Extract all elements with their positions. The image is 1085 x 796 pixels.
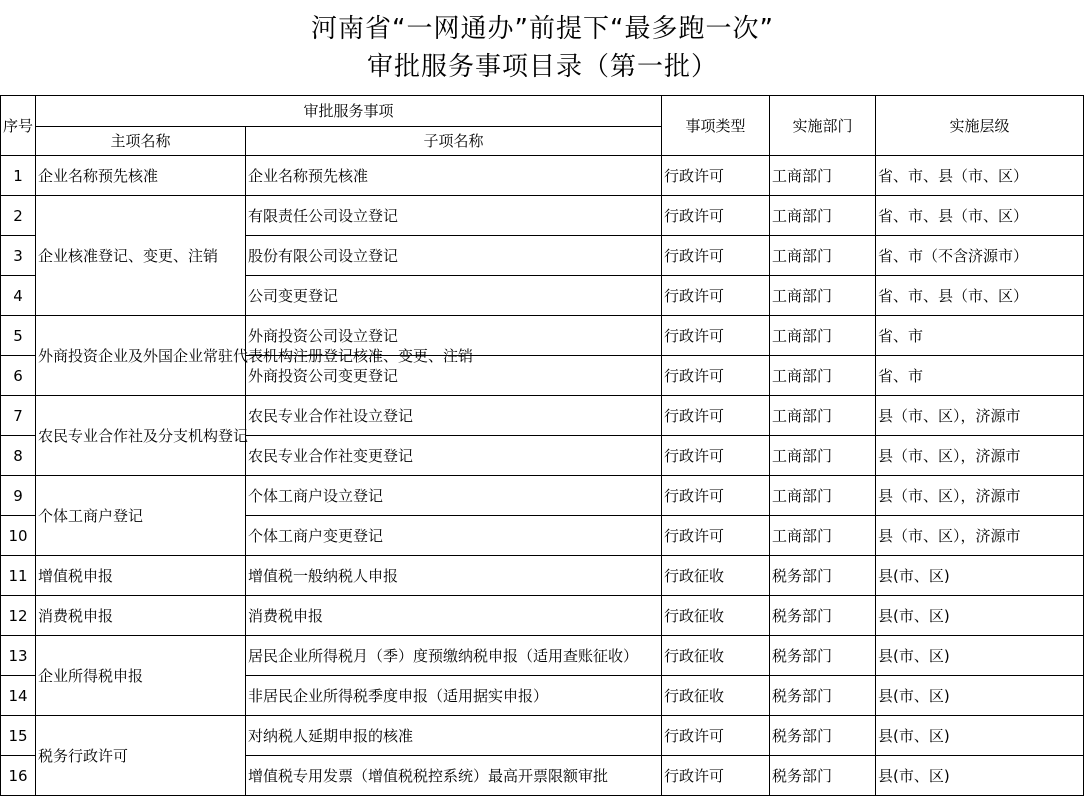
seq-cell: 11 [1,556,36,596]
sub-item-cell: 非居民企业所得税季度申报（适用据实申报） [246,676,662,716]
dept-cell: 税务部门 [770,716,876,756]
level-cell: 县（市、区），济源市 [876,476,1084,516]
seq-cell: 6 [1,356,36,396]
level-cell: 省、市、县（市、区） [876,276,1084,316]
sub-item-cell: 有限责任公司设立登记 [246,196,662,236]
level-cell: 县(市、区) [876,556,1084,596]
dept-cell: 工商部门 [770,196,876,236]
seq-cell: 1 [1,156,36,196]
level-cell: 省、市 [876,356,1084,396]
header-level: 实施层级 [876,96,1084,156]
table-row [1,716,1084,756]
sub-item-cell: 增值税一般纳税人申报 [246,556,662,596]
seq-cell: 7 [1,396,36,436]
sub-item-cell: 外商投资公司变更登记 [246,356,662,396]
level-cell: 县(市、区) [876,716,1084,756]
dept-cell: 工商部门 [770,356,876,396]
dept-cell: 税务部门 [770,756,876,796]
sub-item-cell: 个体工商户设立登记 [246,476,662,516]
type-cell: 行政征收 [662,556,770,596]
header-row-1 [1,96,1084,127]
header-dept: 实施部门 [770,96,876,156]
title-line-1: 河南省“一网通办”前提下“最多跑一次” [311,14,774,44]
main-item-cell: 增值税申报 [36,556,246,596]
header-service-group: 审批服务事项 [36,96,662,127]
seq-cell: 2 [1,196,36,236]
header-seq: 序号 [1,96,36,156]
dept-cell: 工商部门 [770,436,876,476]
type-cell: 行政许可 [662,196,770,236]
seq-cell: 13 [1,636,36,676]
main-item-cell: 企业所得税申报 [36,636,246,716]
sub-item-cell: 农民专业合作社设立登记 [246,396,662,436]
dept-cell: 工商部门 [770,156,876,196]
sub-item-cell: 外商投资公司设立登记 [246,316,662,356]
type-cell: 行政许可 [662,236,770,276]
type-cell: 行政征收 [662,596,770,636]
seq-cell: 3 [1,236,36,276]
service-catalog-table [0,95,1084,796]
level-cell: 县（市、区），济源市 [876,516,1084,556]
sub-item-cell: 消费税申报 [246,596,662,636]
level-cell: 县(市、区) [876,636,1084,676]
dept-cell: 工商部门 [770,516,876,556]
main-item-cell: 消费税申报 [36,596,246,636]
main-item-cell: 税务行政许可 [36,716,246,796]
dept-cell: 税务部门 [770,676,876,716]
level-cell: 省、市 [876,316,1084,356]
dept-cell: 工商部门 [770,236,876,276]
type-cell: 行政许可 [662,436,770,476]
level-cell: 省、市、县（市、区） [876,156,1084,196]
type-cell: 行政许可 [662,516,770,556]
header-sub-name: 子项名称 [246,127,662,156]
seq-cell: 8 [1,436,36,476]
seq-cell: 5 [1,316,36,356]
seq-cell: 4 [1,276,36,316]
main-item-cell: 个体工商户登记 [36,476,246,556]
seq-cell: 15 [1,716,36,756]
dept-cell: 工商部门 [770,396,876,436]
dept-cell: 税务部门 [770,596,876,636]
dept-cell: 工商部门 [770,316,876,356]
seq-cell: 12 [1,596,36,636]
type-cell: 行政许可 [662,716,770,756]
main-item-cell: 外商投资企业及外国企业常驻代表机构注册登记核准、变更、注销 [36,316,246,396]
sub-item-cell: 股份有限公司设立登记 [246,236,662,276]
sub-item-cell: 增值税专用发票（增值税税控系统）最高开票限额审批 [246,756,662,796]
level-cell: 县（市、区），济源市 [876,436,1084,476]
table-row [1,636,1084,676]
table-row [1,196,1084,236]
dept-cell: 工商部门 [770,476,876,516]
dept-cell: 税务部门 [770,636,876,676]
table-row [1,156,1084,196]
type-cell: 行政许可 [662,396,770,436]
type-cell: 行政许可 [662,756,770,796]
sub-item-cell: 对纳税人延期申报的核准 [246,716,662,756]
level-cell: 县（市、区），济源市 [876,396,1084,436]
type-cell: 行政许可 [662,476,770,516]
dept-cell: 税务部门 [770,556,876,596]
header-type: 事项类型 [662,96,770,156]
seq-cell: 16 [1,756,36,796]
sub-item-cell: 企业名称预先核准 [246,156,662,196]
main-item-cell: 企业核准登记、变更、注销 [36,196,246,316]
sub-item-cell: 居民企业所得税月（季）度预缴纳税申报（适用查账征收） [246,636,662,676]
table-row [1,476,1084,516]
table-row [1,596,1084,636]
document-title [0,0,1085,95]
type-cell: 行政许可 [662,316,770,356]
seq-cell: 14 [1,676,36,716]
header-main-name: 主项名称 [36,127,246,156]
seq-cell: 10 [1,516,36,556]
level-cell: 县(市、区) [876,756,1084,796]
type-cell: 行政征收 [662,676,770,716]
type-cell: 行政许可 [662,356,770,396]
level-cell: 县(市、区) [876,676,1084,716]
level-cell: 省、市、县（市、区） [876,196,1084,236]
level-cell: 县(市、区) [876,596,1084,636]
main-item-cell: 农民专业合作社及分支机构登记 [36,396,246,476]
seq-cell: 9 [1,476,36,516]
table-row [1,316,1084,356]
sub-item-cell: 公司变更登记 [246,276,662,316]
level-cell: 省、市（不含济源市） [876,236,1084,276]
sub-item-cell: 个体工商户变更登记 [246,516,662,556]
table-row [1,396,1084,436]
type-cell: 行政许可 [662,276,770,316]
sub-item-cell: 农民专业合作社变更登记 [246,436,662,476]
main-item-cell: 企业名称预先核准 [36,156,246,196]
type-cell: 行政征收 [662,636,770,676]
table-row [1,556,1084,596]
dept-cell: 工商部门 [770,276,876,316]
title-line-2: 审批服务事项目录（第一批） [366,52,718,82]
type-cell: 行政许可 [662,156,770,196]
